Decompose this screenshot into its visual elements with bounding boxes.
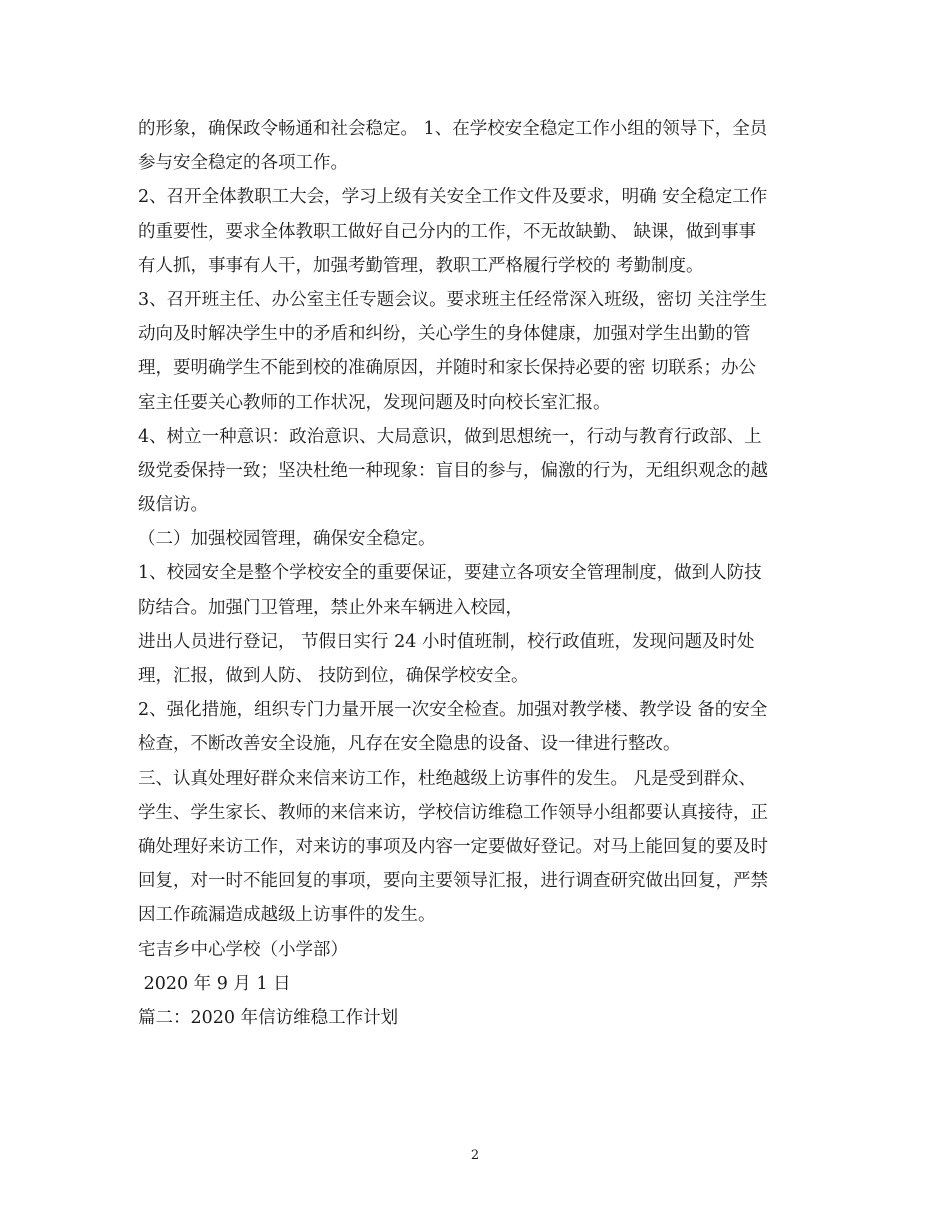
text-line: 2、召开全体教职工大会，学习上级有关安全工作文件及要求，明确 安全稳定工作 (138, 187, 768, 208)
text-line: 检查，不断改善安全设施，凡存在安全隐患的设备、设一律进行整改。 (138, 734, 681, 755)
text-line: 防结合。加强门卫管理，禁止外来车辆进入校园， (138, 597, 523, 618)
text-line: 回复，对一时不能回复的事项，要向主要领导汇报，进行调查研究做出回复，严禁 (138, 871, 768, 892)
text-line: 级信访。 (138, 495, 208, 516)
text-line: 参与安全稳定的各项工作。 (138, 153, 348, 174)
text-line: 动向及时解决学生中的矛盾和纠纷，关心学生的身体健康，加强对学生出勤的管 (138, 324, 751, 345)
page-number: 2 (470, 1148, 480, 1163)
text-line: 1、校园安全是整个学校安全的重要保证，要建立各项安全管理制度，做到人防技 (138, 563, 762, 584)
text-line: 2、强化措施，组织专门力量开展一次安全检查。加强对教学楼、教学设 备的安全 (138, 700, 768, 721)
section-heading: （二）加强校园管理，确保安全稳定。 (138, 529, 436, 550)
text-line: 因工作疏漏造成越级上访事件的发生。 (138, 905, 436, 926)
text-line: 3、召开班主任、办公室主任专题会议。要求班主任经常深入班级，密切 关注学生 (138, 289, 768, 310)
text-line: 理，要明确学生不能到校的准确原因，并随时和家长保持必要的密 切联系；办公 (138, 358, 757, 379)
signature-school: 宅吉乡中心学校（小学部） (138, 939, 348, 960)
text-line: 的形象，确保政令畅通和社会稳定。 1、在学校安全稳定工作小组的领导下，全员 (138, 119, 768, 139)
text-line: 级党委保持一致；坚决杜绝一种现象：盲目的参与，偏激的行为，无组织观念的越 (138, 460, 768, 481)
text-line: 三、认真处理好群众来信来访工作，杜绝越级上访事件的发生。 凡是受到群众、 (138, 768, 757, 789)
body-text (138, 112, 818, 1035)
text-line: 学生、学生家长、教师的来信来访，学校信访维稳工作领导小组都要认真接待，正 (138, 802, 768, 823)
text-line: 4、树立一种意识：政治意识、大局意识，做到思想统一，行动与教育行政部、上 (138, 426, 762, 447)
next-article-title: 篇二：2020 年信访维稳工作计划 (138, 1007, 399, 1028)
text-line: 有人抓，事事有人干，加强考勤管理，教职工严格履行学校的 考勤制度。 (138, 255, 704, 276)
text-line: 确处理好来访工作，对来访的事项及内容一定要做好登记。对马上能回复的要及时 (138, 836, 768, 857)
text-line: 进出人员进行登记， 节假日实行 24 小时值班制，校行政值班，发现问题及时处 (138, 631, 755, 652)
text-line: 理，汇报，做到人防、 技防到位，确保学校安全。 (138, 666, 529, 686)
text-line: 的重要性，要求全体教职工做好自己分内的工作，不无故缺勤、 缺课，做到事事 (138, 221, 757, 242)
text-line: 室主任要关心教师的工作状况，发现问题及时向校长室汇报。 (138, 392, 611, 413)
signature-date: 2020 年 9 月 1 日 (138, 973, 291, 994)
